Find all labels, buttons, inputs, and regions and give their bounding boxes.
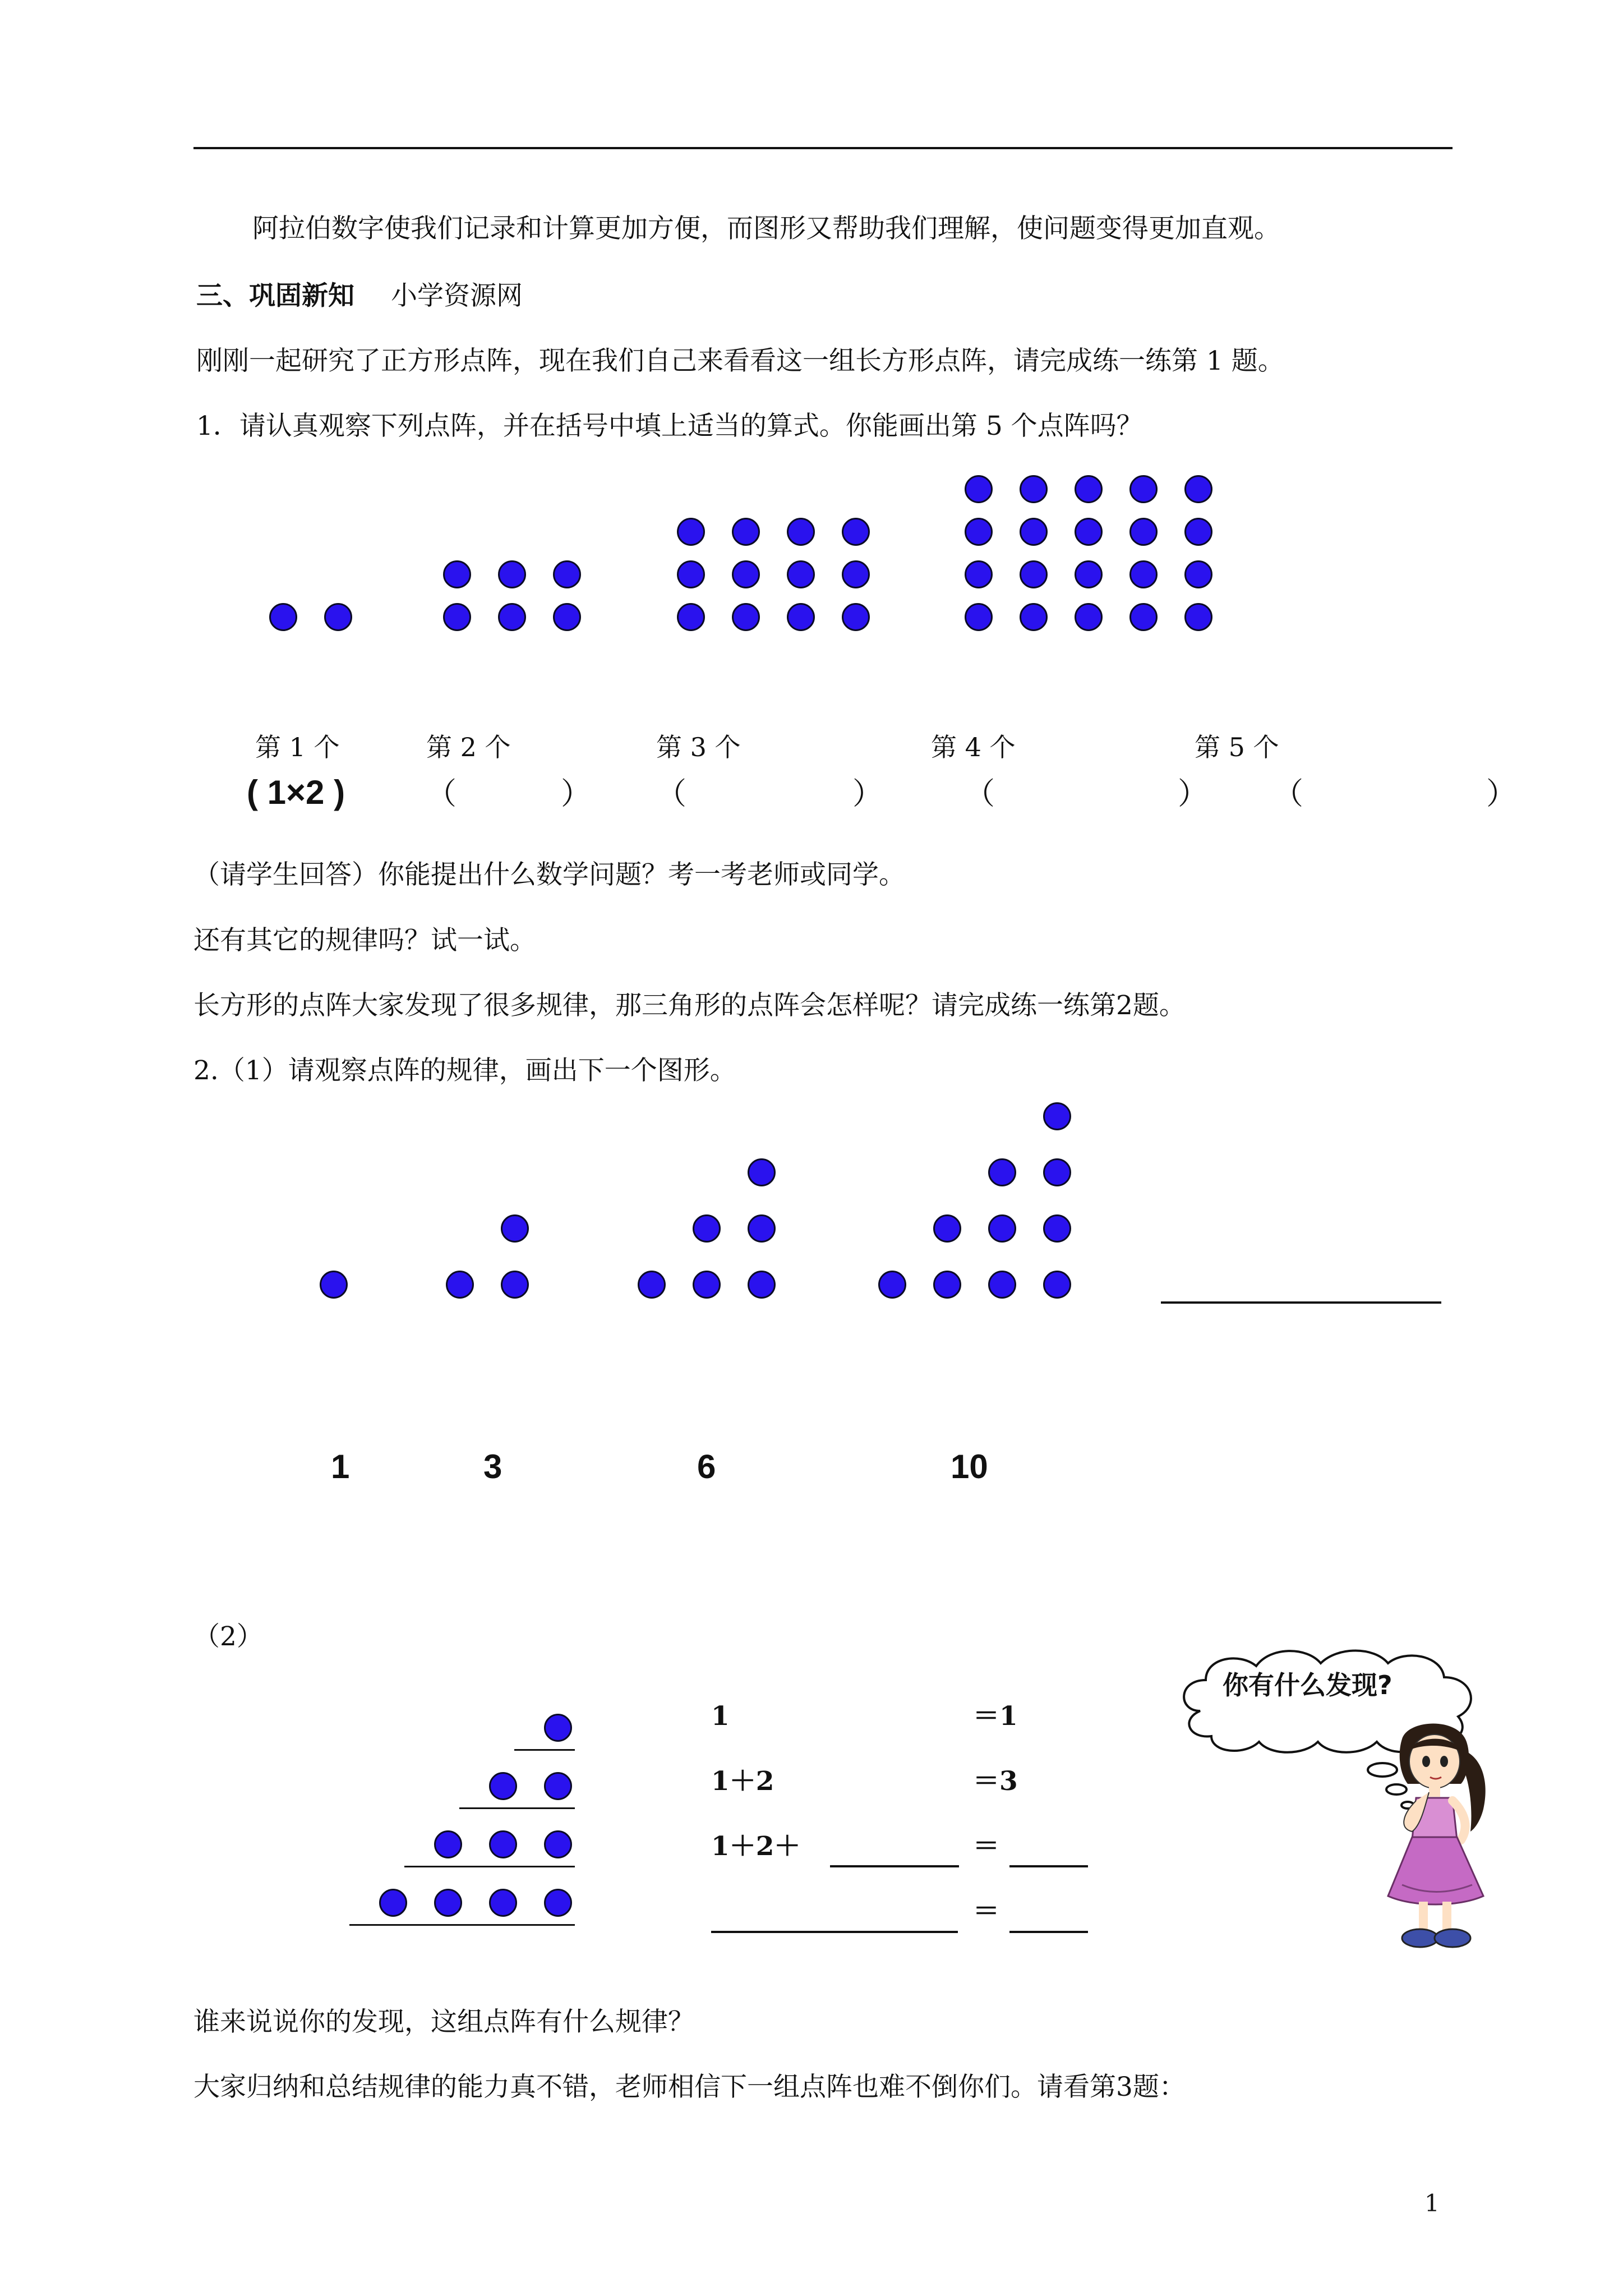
triangle4-r3-d2 bbox=[988, 1214, 1016, 1243]
answer-open-paren-5: （ bbox=[1273, 776, 1303, 811]
equation-4-blank bbox=[711, 1931, 958, 1933]
triangle-count-4: 10 bbox=[951, 1448, 988, 1485]
array-label-5: 第 5 个 bbox=[1195, 732, 1279, 762]
answer-open-paren-3: （ bbox=[656, 776, 686, 811]
follow-up-line-3: 长方形的点阵大家发现了很多规律，那三角形的点阵会怎样呢？请完成练一练第2题。 bbox=[193, 990, 1186, 1021]
dot-array3-r2-c1 bbox=[677, 560, 705, 588]
dot-array4-r3-c1 bbox=[965, 560, 993, 588]
equation-1-lhs: 1 bbox=[711, 1701, 730, 1732]
staircase-r1-d1 bbox=[544, 1714, 572, 1742]
triangle4-r3-d1 bbox=[1043, 1214, 1071, 1243]
answer-open-paren-4: （ bbox=[965, 776, 995, 811]
equation-3-blank bbox=[830, 1865, 959, 1867]
intro-sentence: 阿拉伯数字使我们记录和计算更加方便，而图形又帮助我们理解，使问题变得更加直观。 bbox=[252, 213, 1280, 244]
staircase-underline-4 bbox=[349, 1924, 575, 1926]
staircase-underline-2 bbox=[459, 1807, 575, 1809]
dot-array4-r4-c4 bbox=[1129, 603, 1158, 631]
triangle-count-1: 1 bbox=[331, 1448, 350, 1485]
page-number: 1 bbox=[1424, 2189, 1440, 2217]
girl-illustration-icon bbox=[1368, 1717, 1503, 1952]
dot-array3-r2-c2 bbox=[732, 560, 760, 588]
dot-array4-r2-c4 bbox=[1129, 518, 1158, 546]
triangle2-r2-d1 bbox=[501, 1271, 529, 1299]
triangle2-r1-d1 bbox=[501, 1214, 529, 1243]
triangle3-r1-d1 bbox=[748, 1158, 776, 1186]
section-note: 小学资源网 bbox=[390, 280, 523, 311]
dot-array3-r3-c3 bbox=[787, 603, 815, 631]
section-heading: 三、巩固新知 bbox=[196, 280, 354, 311]
dot-array4-r2-c3 bbox=[1075, 518, 1103, 546]
dot-array1-r1-c1 bbox=[269, 603, 297, 631]
question1-prompt: 1．请认真观察下列点阵，并在括号中填上适当的算式。你能画出第 5 个点阵吗？ bbox=[196, 411, 1143, 441]
transition-line: 刚刚一起研究了正方形点阵，现在我们自己来看看这一组长方形点阵，请完成练一练第 1 题。 bbox=[196, 346, 1284, 376]
dot-array1-r1-c2 bbox=[324, 603, 352, 631]
follow-up-line-1: （请学生回答）你能提出什么数学问题？考一考老师或同学。 bbox=[193, 859, 905, 890]
dot-array4-r1-c2 bbox=[1020, 475, 1048, 503]
triangle2-r2-d2 bbox=[446, 1271, 474, 1299]
dot-array3-r3-c2 bbox=[732, 603, 760, 631]
equation-1-rhs: ＝1 bbox=[973, 1701, 1018, 1732]
dot-array3-r1-c2 bbox=[732, 518, 760, 546]
dot-array4-r4-c3 bbox=[1075, 603, 1103, 631]
thought-bubble-text: 你有什么发现? bbox=[1223, 1670, 1393, 1700]
dot-array3-r1-c3 bbox=[787, 518, 815, 546]
answer-open-paren-2: （ bbox=[426, 776, 457, 811]
dot-array4-r4-c1 bbox=[965, 603, 993, 631]
triangle4-r1-d1 bbox=[1043, 1102, 1071, 1130]
dot-array4-r3-c5 bbox=[1184, 560, 1212, 588]
array-label-4: 第 4 个 bbox=[931, 732, 1016, 762]
dot-array4-r4-c2 bbox=[1020, 603, 1048, 631]
dot-array3-r3-c4 bbox=[842, 603, 870, 631]
dot-array2-r2-c1 bbox=[443, 603, 471, 631]
next-figure-blank-line bbox=[1161, 1301, 1441, 1304]
staircase-underline-3 bbox=[404, 1866, 575, 1867]
triangle3-r2-d2 bbox=[693, 1214, 721, 1243]
dot-array4-r3-c3 bbox=[1075, 560, 1103, 588]
array-label-1: 第 1 个 bbox=[255, 732, 340, 762]
triangle-count-2: 3 bbox=[483, 1448, 502, 1485]
dot-array3-r2-c4 bbox=[842, 560, 870, 588]
triangle4-r4-d4 bbox=[878, 1271, 906, 1299]
dot-array2-r1-c3 bbox=[553, 560, 581, 588]
triangle4-r3-d3 bbox=[933, 1214, 961, 1243]
array-label-3: 第 3 个 bbox=[656, 732, 741, 762]
first-answer: ( 1×2 ) bbox=[247, 774, 345, 811]
triangle4-r2-d1 bbox=[1043, 1158, 1071, 1186]
answer-close-paren-3: ） bbox=[852, 776, 883, 811]
dot-array2-r1-c1 bbox=[443, 560, 471, 588]
staircase-r2-d1 bbox=[544, 1772, 572, 1800]
staircase-r4-d2 bbox=[489, 1889, 517, 1917]
dot-array4-r2-c5 bbox=[1184, 518, 1212, 546]
triangle-count-3: 6 bbox=[697, 1448, 716, 1485]
dot-array3-r1-c1 bbox=[677, 518, 705, 546]
triangle1-r1-d1 bbox=[320, 1271, 348, 1299]
equation-3-rhs: ＝ bbox=[973, 1831, 999, 1862]
triangle4-r2-d2 bbox=[988, 1158, 1016, 1186]
dot-array4-r3-c2 bbox=[1020, 560, 1048, 588]
triangle4-r4-d1 bbox=[1043, 1271, 1071, 1299]
triangle3-r3-d2 bbox=[693, 1271, 721, 1299]
dot-array2-r1-c2 bbox=[498, 560, 526, 588]
section-heading-row bbox=[196, 279, 523, 313]
staircase-r4-d1 bbox=[544, 1889, 572, 1917]
answer-close-paren-2: ） bbox=[561, 776, 591, 811]
dot-array4-r1-c4 bbox=[1129, 475, 1158, 503]
answer-close-paren-4: ） bbox=[1178, 776, 1208, 811]
equation-2-rhs: ＝3 bbox=[973, 1766, 1018, 1797]
closing-line-2: 大家归纳和总结规律的能力真不错，老师相信下一组点阵也难不倒你们。请看第3题： bbox=[193, 2072, 1186, 2102]
staircase-r3-d1 bbox=[544, 1830, 572, 1858]
triangle3-r3-d1 bbox=[748, 1271, 776, 1299]
dot-array4-r1-c1 bbox=[965, 475, 993, 503]
dot-array3-r2-c3 bbox=[787, 560, 815, 588]
triangle3-r2-d1 bbox=[748, 1214, 776, 1243]
dot-array2-r2-c3 bbox=[553, 603, 581, 631]
staircase-underline-1 bbox=[514, 1749, 575, 1751]
dot-array3-r1-c4 bbox=[842, 518, 870, 546]
equation-4-result-blank bbox=[1009, 1931, 1088, 1933]
dot-array4-r1-c5 bbox=[1184, 475, 1212, 503]
follow-up-line-2: 还有其它的规律吗？试一试。 bbox=[193, 925, 536, 956]
question2-prompt: 2.（1）请观察点阵的规律，画出下一个图形。 bbox=[193, 1055, 736, 1086]
dot-array4-r2-c2 bbox=[1020, 518, 1048, 546]
triangle4-r4-d3 bbox=[933, 1271, 961, 1299]
staircase-r3-d3 bbox=[434, 1830, 462, 1858]
dot-array4-r3-c4 bbox=[1129, 560, 1158, 588]
triangle4-r4-d2 bbox=[988, 1271, 1016, 1299]
equation-2-lhs: 1＋2 bbox=[711, 1766, 774, 1797]
part2-label: （2） bbox=[193, 1621, 263, 1652]
staircase-r4-d4 bbox=[379, 1889, 407, 1917]
dot-array2-r2-c2 bbox=[498, 603, 526, 631]
equation-3-lhs: 1＋2＋ bbox=[711, 1831, 801, 1862]
closing-line-1: 谁来说说你的发现，这组点阵有什么规律？ bbox=[193, 2007, 694, 2037]
dot-array3-r3-c1 bbox=[677, 603, 705, 631]
staircase-r2-d2 bbox=[489, 1772, 517, 1800]
answer-close-paren-5: ） bbox=[1486, 776, 1516, 811]
equation-4-rhs: ＝ bbox=[973, 1896, 999, 1927]
staircase-r4-d3 bbox=[434, 1889, 462, 1917]
equation-3-result-blank bbox=[1009, 1865, 1088, 1867]
staircase-r3-d2 bbox=[489, 1830, 517, 1858]
array-label-2: 第 2 个 bbox=[426, 732, 511, 762]
dot-array4-r4-c5 bbox=[1184, 603, 1212, 631]
dot-array4-r2-c1 bbox=[965, 518, 993, 546]
triangle3-r3-d3 bbox=[638, 1271, 666, 1299]
dot-array4-r1-c3 bbox=[1075, 475, 1103, 503]
header-rule bbox=[193, 147, 1453, 149]
